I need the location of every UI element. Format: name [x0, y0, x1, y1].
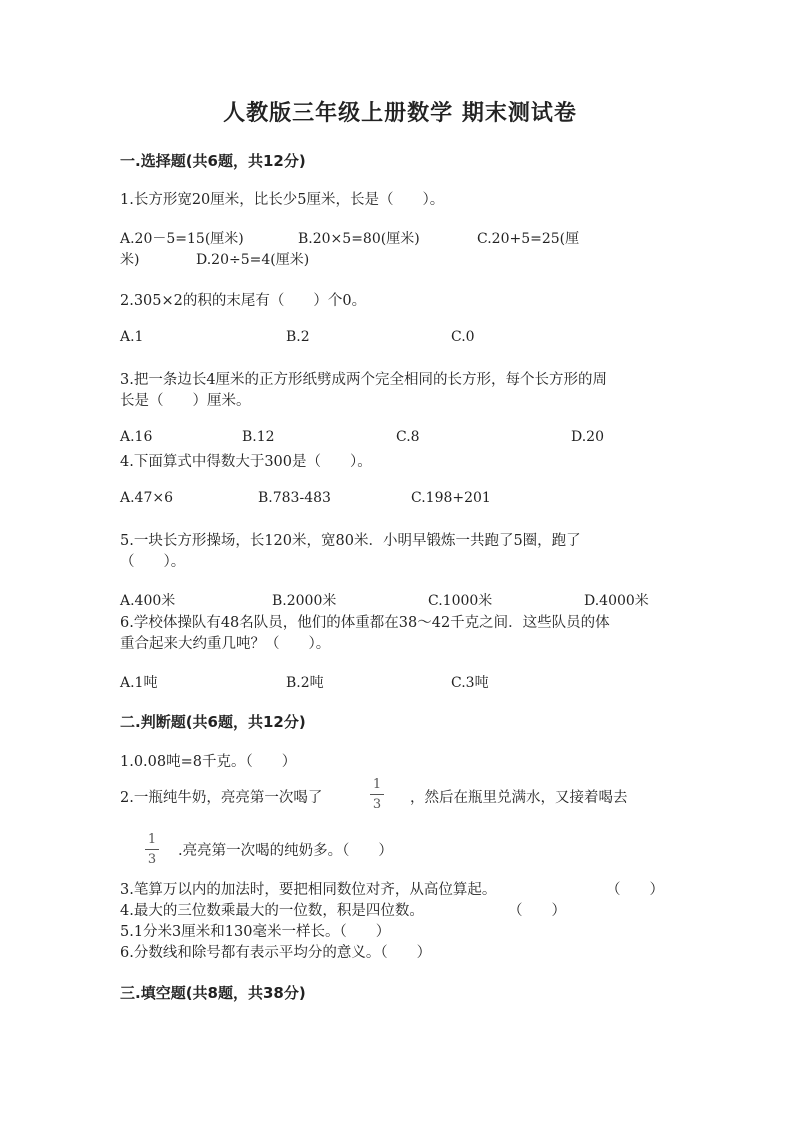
question-3-option-c: C.8: [396, 429, 420, 445]
judgement-3-answer: （ ）: [606, 882, 664, 898]
fraction-one-third: [370, 778, 384, 812]
question-2-option-c: C.0: [451, 329, 475, 345]
question-5-stem-line2: （ ）。: [120, 554, 186, 570]
question-1-option-a: A.20－5=15(厘米): [120, 231, 244, 247]
section-heading-fill-in: 三.填空题(共8题，共38分): [120, 984, 306, 1002]
question-1-option-b: B.20×5=80(厘米): [298, 231, 420, 247]
question-2-option-b: B.2: [286, 329, 310, 345]
judgement-4: 4.最大的三位数乘最大的一位数，积是四位数。: [120, 903, 424, 919]
fraction-numerator: 1: [145, 833, 159, 850]
fraction-denominator: 3: [147, 852, 157, 867]
question-5-option-a: A.400米: [120, 593, 176, 609]
question-4-option-c: C.198+201: [411, 490, 491, 506]
fraction-numerator: 1: [370, 778, 384, 795]
question-4-option-a: A.47×6: [120, 490, 174, 506]
question-5-option-c: C.1000米: [428, 593, 493, 609]
judgement-3: 3.笔算万以内的加法时，要把相同数位对齐，从高位算起。: [120, 882, 497, 898]
question-5-option-d: D.4000米: [584, 593, 649, 609]
section-heading-choice: 一.选择题(共6题，共12分): [120, 152, 306, 170]
judgement-5: 5.1分米3厘米和130毫米一样长。（ ）: [120, 924, 391, 940]
fraction-denominator: 3: [372, 797, 382, 812]
judgement-1: 1.0.08吨=8千克。（ ）: [120, 754, 297, 770]
question-2-option-a: A.1: [120, 329, 144, 345]
question-3-option-a: A.16: [120, 429, 153, 445]
question-6-option-b: B.2吨: [286, 675, 324, 691]
question-3-option-b: B.12: [242, 429, 275, 445]
question-5-stem-line1: 5.一块长方形操场，长120米，宽80米．小明早锻炼一共跑了5圈，跑了: [120, 533, 581, 549]
question-3-stem-line2: 长是（ ）厘米。: [120, 393, 251, 409]
question-6-stem-line2: 重合起来大约重几吨？（ ）。: [120, 636, 331, 652]
question-6-option-a: A.1吨: [120, 675, 158, 691]
judgement-2-part2: ，然后在瓶里兑满水，又接着喝去: [410, 790, 628, 806]
question-3-stem-line1: 3.把一条边长4厘米的正方形纸劈成两个完全相同的长方形，每个长方形的周: [120, 372, 608, 388]
question-1-option-c: C.20+5=25(厘: [477, 231, 580, 247]
judgement-2-part1: 2.一瓶纯牛奶，亮亮第一次喝了: [120, 790, 323, 806]
fraction-one-third-second: [145, 833, 159, 867]
question-1-option-c-cont: 米): [120, 252, 140, 268]
judgement-4-answer: （ ）: [508, 903, 566, 919]
question-6-stem-line1: 6.学校体操队有48名队员，他们的体重都在38～42千克之间．这些队员的体: [120, 615, 610, 631]
question-6-option-c: C.3吨: [451, 675, 489, 691]
section-heading-judgement: 二.判断题(共6题，共12分): [120, 713, 306, 731]
question-3-option-d: D.20: [571, 429, 604, 445]
question-1-option-d: D.20÷5=4(厘米): [196, 252, 310, 268]
question-4-option-b: B.783-483: [258, 490, 331, 506]
question-4-stem: 4.下面算式中得数大于300是（ ）。: [120, 454, 372, 470]
question-1-stem: 1.长方形宽20厘米，比长少5厘米，长是（ ）。: [120, 192, 445, 208]
judgement-2-part3: .亮亮第一次喝的纯奶多。（ ）: [178, 843, 393, 859]
question-5-option-b: B.2000米: [272, 593, 337, 609]
judgement-6: 6.分数线和除号都有表示平均分的意义。（ ）: [120, 945, 432, 961]
exam-title: 人教版三年级上册数学 期末测试卷: [223, 101, 577, 126]
question-2-stem: 2.305×2的积的末尾有（ ）个0。: [120, 293, 367, 309]
